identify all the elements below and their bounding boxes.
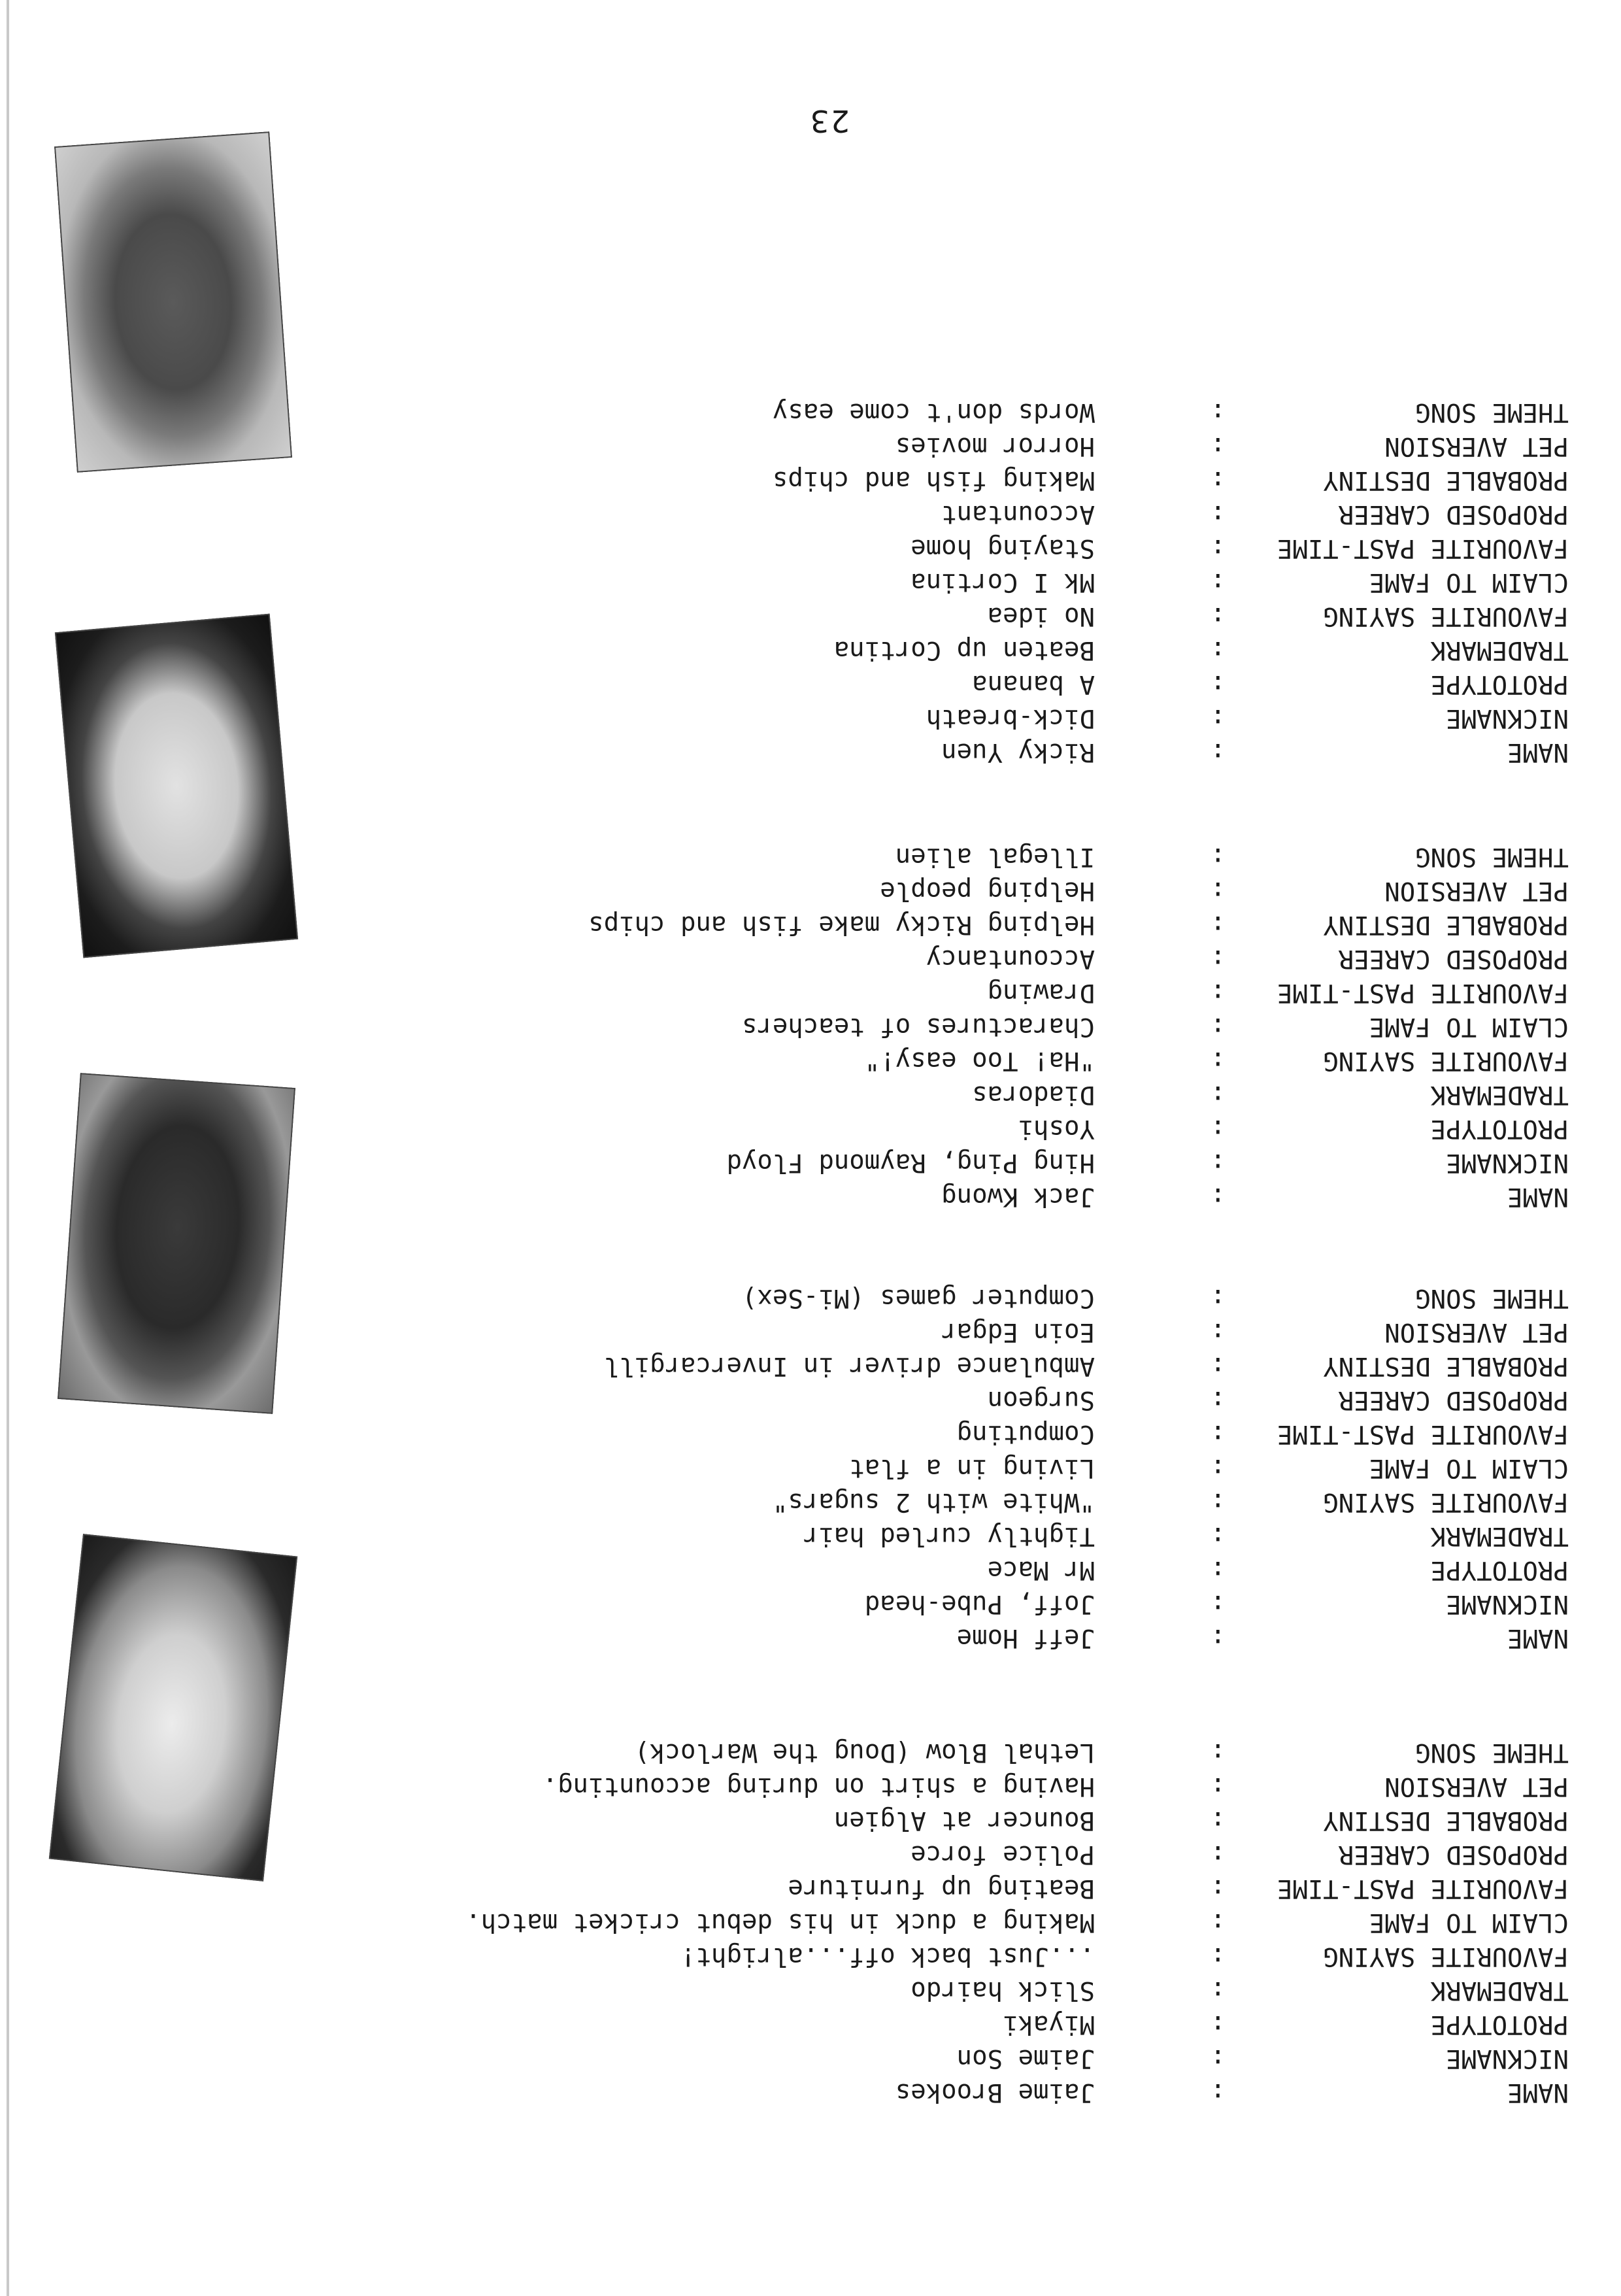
profile-row: [261, 874, 1569, 908]
field-label: THEME SONG: [1415, 1738, 1569, 1768]
field-label: NICKNAME: [1446, 1148, 1569, 1178]
profile-row: [261, 1906, 1569, 1940]
field-separator: :: [1210, 910, 1226, 940]
profile-row: [261, 1010, 1569, 1044]
field-label: PET AVERSION: [1384, 1772, 1569, 1802]
field-label: PROPOSED CAREER: [1338, 499, 1569, 530]
field-value: Staying home: [911, 533, 1095, 564]
field-separator: :: [1210, 703, 1226, 734]
field-value: "White with 2 sugars": [772, 1487, 1095, 1517]
portrait-photo-jeff-home: [58, 1073, 295, 1414]
profile-row: [261, 976, 1569, 1010]
field-label: FAVOURITE SAYING: [1323, 601, 1569, 632]
profile-row: [261, 1621, 1569, 1655]
field-value: Living in a flat: [849, 1453, 1095, 1483]
field-separator: :: [1210, 2078, 1226, 2108]
field-value: Joff, Pube-head: [864, 1589, 1095, 1619]
field-label: PROBABLE DESTINY: [1323, 465, 1569, 496]
field-separator: :: [1210, 1772, 1226, 1802]
field-separator: :: [1210, 1148, 1226, 1178]
field-value: Charactures of teachers: [741, 1012, 1095, 1042]
field-value: Yoshi: [1018, 1114, 1095, 1144]
profile-row: [261, 1519, 1569, 1553]
field-separator: :: [1210, 431, 1226, 462]
field-label: TRADEMARK: [1430, 1521, 1569, 1551]
field-separator: :: [1210, 669, 1226, 700]
profile-row: [261, 1112, 1569, 1146]
field-separator: :: [1210, 1840, 1226, 1870]
field-label: CLAIM TO FAME: [1369, 567, 1569, 598]
field-value: Slick hairdo: [911, 1976, 1095, 2006]
profile-row: [261, 1349, 1569, 1383]
profile-jeff-home: [261, 1281, 1569, 1655]
field-separator: :: [1210, 1589, 1226, 1619]
profile-row: [261, 942, 1569, 976]
field-separator: :: [1210, 1046, 1226, 1076]
field-value: Horror movies: [895, 431, 1095, 462]
field-separator: :: [1210, 1874, 1226, 1904]
field-value: Jeff Home: [956, 1623, 1095, 1653]
profile-row: [261, 1940, 1569, 1974]
field-separator: :: [1210, 1623, 1226, 1653]
field-separator: :: [1210, 1806, 1226, 1836]
profile-row: [261, 1770, 1569, 1804]
field-value: Beaten up Cortina: [833, 635, 1095, 666]
profile-row: [261, 1974, 1569, 2008]
profile-row: [261, 1315, 1569, 1349]
profile-row: [261, 599, 1569, 633]
field-value: "Ha! Too easy!": [864, 1046, 1095, 1076]
profile-row: [261, 566, 1569, 599]
field-separator: :: [1210, 1182, 1226, 1212]
field-value: Helping people: [880, 876, 1095, 906]
field-value: Accountancy: [926, 944, 1095, 974]
field-value: Ambulance driver in Invercargill: [603, 1351, 1095, 1381]
field-label: PROTOTYPE: [1430, 669, 1569, 700]
field-label: PROTOTYPE: [1430, 2010, 1569, 2040]
field-separator: :: [1210, 1419, 1226, 1449]
profile-ricky-yuen: [261, 396, 1569, 769]
profile-row: [261, 667, 1569, 701]
field-value: Mr Mace: [987, 1555, 1095, 1585]
field-separator: :: [1210, 1114, 1226, 1144]
field-separator: :: [1210, 1080, 1226, 1110]
field-value: A banana: [972, 669, 1095, 700]
field-value: Bouncer at Algien: [833, 1806, 1095, 1836]
field-label: NICKNAME: [1446, 1589, 1569, 1619]
field-value: Lethal Blow (Doug the Warlock): [634, 1738, 1095, 1768]
field-label: FAVOURITE SAYING: [1323, 1942, 1569, 1972]
profile-row: [261, 633, 1569, 667]
field-label: PROPOSED CAREER: [1338, 1385, 1569, 1415]
field-separator: :: [1210, 1317, 1226, 1347]
field-value: Diadoras: [972, 1080, 1095, 1110]
field-value: ...Just back off...alright!: [680, 1942, 1095, 1972]
page-number: 23: [809, 103, 850, 139]
field-value: Computing: [956, 1419, 1095, 1449]
field-label: PROTOTYPE: [1430, 1555, 1569, 1585]
field-label: PET AVERSION: [1384, 431, 1569, 462]
field-label: FAVOURITE SAYING: [1323, 1046, 1569, 1076]
profile-row: [261, 1146, 1569, 1180]
profile-row: [261, 498, 1569, 532]
field-value: Dick-breath: [926, 703, 1095, 734]
field-value: Words don't come easy: [772, 397, 1095, 428]
field-separator: :: [1210, 1555, 1226, 1585]
field-label: FAVOURITE PAST-TIME: [1277, 1874, 1569, 1904]
field-separator: :: [1210, 1453, 1226, 1483]
field-separator: :: [1210, 1385, 1226, 1415]
profile-row: [261, 1736, 1569, 1770]
field-value: Having a shirt on during accounting.: [542, 1772, 1095, 1802]
field-label: PROBABLE DESTINY: [1323, 1806, 1569, 1836]
field-label: CLAIM TO FAME: [1369, 1453, 1569, 1483]
field-separator: :: [1210, 465, 1226, 496]
field-label: FAVOURITE PAST-TIME: [1277, 978, 1569, 1008]
field-value: Illegal alien: [895, 842, 1095, 872]
field-separator: :: [1210, 567, 1226, 598]
field-separator: :: [1210, 2010, 1226, 2040]
field-value: Police force: [911, 1840, 1095, 1870]
field-label: NICKNAME: [1446, 2044, 1569, 2074]
field-label: NAME: [1507, 2078, 1569, 2108]
profile-row: [261, 1553, 1569, 1587]
field-value: Jaime Brookes: [895, 2078, 1095, 2108]
field-value: Surgeon: [987, 1385, 1095, 1415]
portrait-photo-jaime-brookes: [49, 1534, 297, 1882]
portrait-photo-ricky-yuen: [54, 131, 292, 473]
profile-row: [261, 1383, 1569, 1417]
profile-jack-kwong: [261, 840, 1569, 1214]
field-separator: :: [1210, 842, 1226, 872]
field-label: THEME SONG: [1415, 397, 1569, 428]
field-label: TRADEMARK: [1430, 635, 1569, 666]
field-separator: :: [1210, 978, 1226, 1008]
profile-row: [261, 1872, 1569, 1906]
profile-row: [261, 1078, 1569, 1112]
field-separator: :: [1210, 1012, 1226, 1042]
field-separator: :: [1210, 397, 1226, 428]
field-value: Ricky Yuen: [941, 737, 1095, 768]
profile-row: [261, 1485, 1569, 1519]
field-label: PROPOSED CAREER: [1338, 1840, 1569, 1870]
profile-row: [261, 1587, 1569, 1621]
field-value: Jack Kwong: [941, 1182, 1095, 1212]
profile-row: [261, 2008, 1569, 2042]
field-label: PET AVERSION: [1384, 876, 1569, 906]
field-value: Beating up furniture: [788, 1874, 1095, 1904]
field-value: Computer games (Mi-Sex): [741, 1283, 1095, 1313]
profile-row: [261, 2042, 1569, 2076]
field-label: PROTOTYPE: [1430, 1114, 1569, 1144]
margin-line: [7, 0, 9, 2296]
field-label: CLAIM TO FAME: [1369, 1012, 1569, 1042]
field-separator: :: [1210, 533, 1226, 564]
field-separator: :: [1210, 1976, 1226, 2006]
profile-row: [261, 396, 1569, 430]
field-separator: :: [1210, 2044, 1226, 2074]
field-separator: :: [1210, 1351, 1226, 1381]
profile-row: [261, 430, 1569, 464]
profile-row: [261, 2076, 1569, 2110]
field-value: Making fish and chips: [772, 465, 1095, 496]
profile-row: [261, 1281, 1569, 1315]
field-label: TRADEMARK: [1430, 1080, 1569, 1110]
field-value: Jaime Son: [956, 2044, 1095, 2074]
profile-row: [261, 1417, 1569, 1451]
profile-row: [261, 1044, 1569, 1078]
field-separator: :: [1210, 601, 1226, 632]
field-value: Mk I Cortina: [911, 567, 1095, 598]
field-separator: :: [1210, 635, 1226, 666]
field-separator: :: [1210, 1942, 1226, 1972]
field-label: FAVOURITE PAST-TIME: [1277, 1419, 1569, 1449]
field-label: NAME: [1507, 737, 1569, 768]
field-separator: :: [1210, 876, 1226, 906]
profile-row: [261, 908, 1569, 942]
profile-row: [261, 735, 1569, 769]
profile-row: [261, 1804, 1569, 1838]
field-value: Miyaki: [1003, 2010, 1095, 2040]
field-label: NICKNAME: [1446, 703, 1569, 734]
field-separator: :: [1210, 944, 1226, 974]
field-value: Accountant: [941, 499, 1095, 530]
field-value: Drawing: [987, 978, 1095, 1008]
field-label: PROBABLE DESTINY: [1323, 910, 1569, 940]
field-value: No idea: [987, 601, 1095, 632]
field-separator: :: [1210, 1487, 1226, 1517]
field-separator: :: [1210, 1738, 1226, 1768]
field-label: CLAIM TO FAME: [1369, 1908, 1569, 1938]
field-label: THEME SONG: [1415, 1283, 1569, 1313]
field-label: TRADEMARK: [1430, 1976, 1569, 2006]
profile-row: [261, 840, 1569, 874]
profile-row: [261, 532, 1569, 566]
field-label: PROBABLE DESTINY: [1323, 1351, 1569, 1381]
field-value: Tightly curled hair: [803, 1521, 1095, 1551]
field-value: Eoin Edgar: [941, 1317, 1095, 1347]
profile-row: [261, 1838, 1569, 1872]
field-label: THEME SONG: [1415, 842, 1569, 872]
field-separator: :: [1210, 1283, 1226, 1313]
field-label: PROPOSED CAREER: [1338, 944, 1569, 974]
profile-jaime-brookes: [261, 1736, 1569, 2110]
field-value: Making a duck in his debut cricket match.: [465, 1908, 1095, 1938]
profile-row: [261, 1180, 1569, 1214]
field-separator: :: [1210, 499, 1226, 530]
field-label: FAVOURITE SAYING: [1323, 1487, 1569, 1517]
profile-row: [261, 701, 1569, 735]
profile-row: [261, 464, 1569, 498]
field-label: FAVOURITE PAST-TIME: [1277, 533, 1569, 564]
field-label: NAME: [1507, 1182, 1569, 1212]
field-separator: :: [1210, 1521, 1226, 1551]
profile-row: [261, 1451, 1569, 1485]
field-separator: :: [1210, 737, 1226, 768]
field-label: PET AVERSION: [1384, 1317, 1569, 1347]
field-label: NAME: [1507, 1623, 1569, 1653]
field-value: Hing Ping, Raymond Floyd: [726, 1148, 1095, 1178]
field-separator: :: [1210, 1908, 1226, 1938]
field-value: Helping Ricky make fish and chips: [588, 910, 1095, 940]
